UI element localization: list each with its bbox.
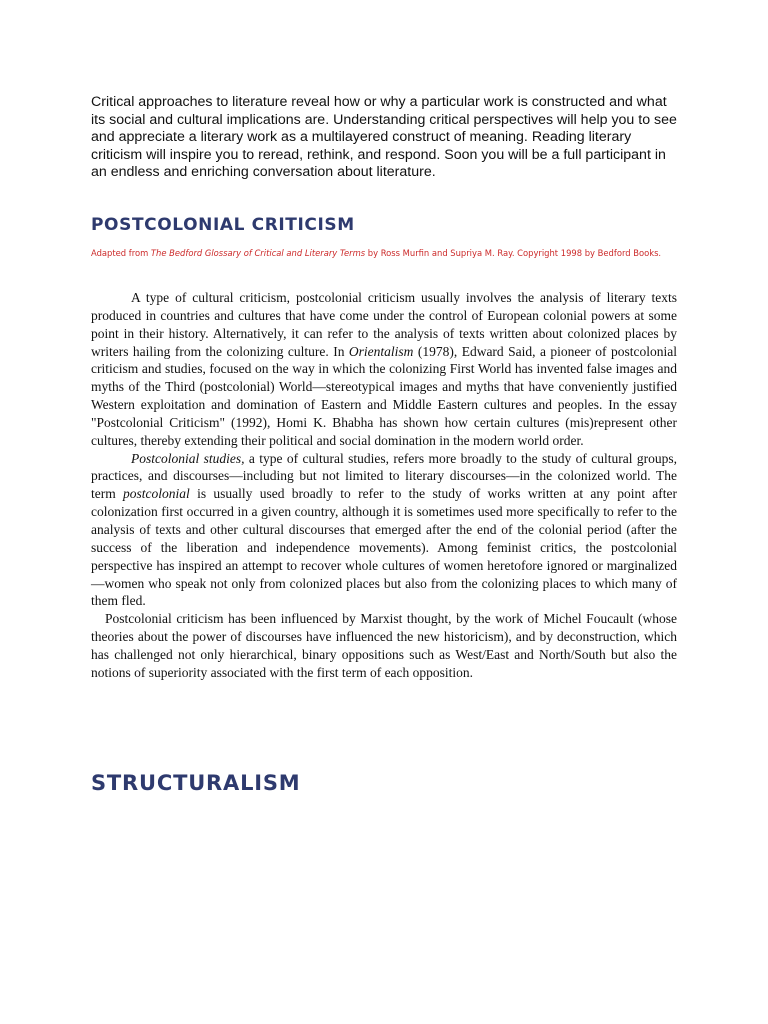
body-paragraph-3: Postcolonial criticism has been influenced by Marxist thought, by the work of Michel Foucault (whose theories about the power of discourses have influenced the new historicism), and by deconstruction, which has challenged not only hierarchical, binary oppositions such as West/East and North/South but also the notions of superiority associated with the first term of each opposition. — [91, 611, 677, 680]
source-prefix: Adapted from — [91, 248, 151, 258]
source-citation — [91, 247, 681, 260]
p2-postcolonial-term: postcolonial — [123, 486, 190, 502]
p2-text-b: a type of cultural studies, refers more broadly to the study of cultural groups, practices, and discourses—including but not limited to literary discourses—in the colonized world. The term — [91, 450, 678, 502]
body-paragraph-1 — [91, 289, 677, 450]
postcolonial-body — [91, 289, 677, 682]
body-paragraph-2 — [91, 450, 677, 611]
p2-text-d: is usually used broadly to refer to the study of works written at any point after colonization first occurred in a given country, although it is sometimes used more specifically to refer to the analysis of texts and other cultural discourses that emerged after the end of the colonial period (after the success of the liberation and independence movements). Among feminist critics, the postcolonial perspective has inspired an attempt to recover whole cultures of women heretofore ignored or marginalized—women who speak not only from colonized places but also from the colonizing places to which many of them fled. — [91, 486, 677, 609]
postcolonial-heading: POSTCOLONIAL CRITICISM — [91, 215, 355, 235]
intro-paragraph: Critical approaches to literature reveal how or why a particular work is constructed and what its social and cultural implications are. Understanding critical perspectives will help you to see and appreciate a literary work as a multilayered construct of meaning. Reading literary criticism will inspire you to reread, rethink, and respond. Soon you will be a full participant in an endless and enriching conversation about literature. — [91, 94, 677, 181]
p2-postcolonial-studies: Postcolonial studies, — [131, 450, 245, 466]
p1-orientalism: Orientalism — [348, 343, 414, 359]
p1-text-a: A type of cultural criticism, postcolonial criticism usually involves the analysis of literary texts produced in countries and cultures that have come under the control of European colonial powers at some point in their history. Alternatively, it can refer to the analysis of texts written about colonized places by writers hailing from the colonizing culture. In — [91, 290, 677, 359]
source-suffix: by Ross Murfin and Supriya M. Ray. Copyright 1998 by Bedford Books. — [365, 248, 662, 258]
source-book-title: The Bedford Glossary of Critical and Literary Terms — [150, 248, 366, 258]
structuralism-heading: STRUCTURALISM — [91, 771, 301, 795]
p1-text-c: (1978), Edward Said, a pioneer of postcolonial criticism and studies, focused on the way in which the colonizing First World has invented false images and myths of the Third (postcolonial) World—stereotypical images and myths that have conveniently justified Western exploitation and domination of Eastern and Middle Eastern cultures and peoples. In the essay "Postcolonial Criticism" (1992), Homi K. Bhabha has shown how certain cultures (mis)represent other cultures, thereby extending their political and social domination in the modern world order. — [91, 343, 677, 448]
